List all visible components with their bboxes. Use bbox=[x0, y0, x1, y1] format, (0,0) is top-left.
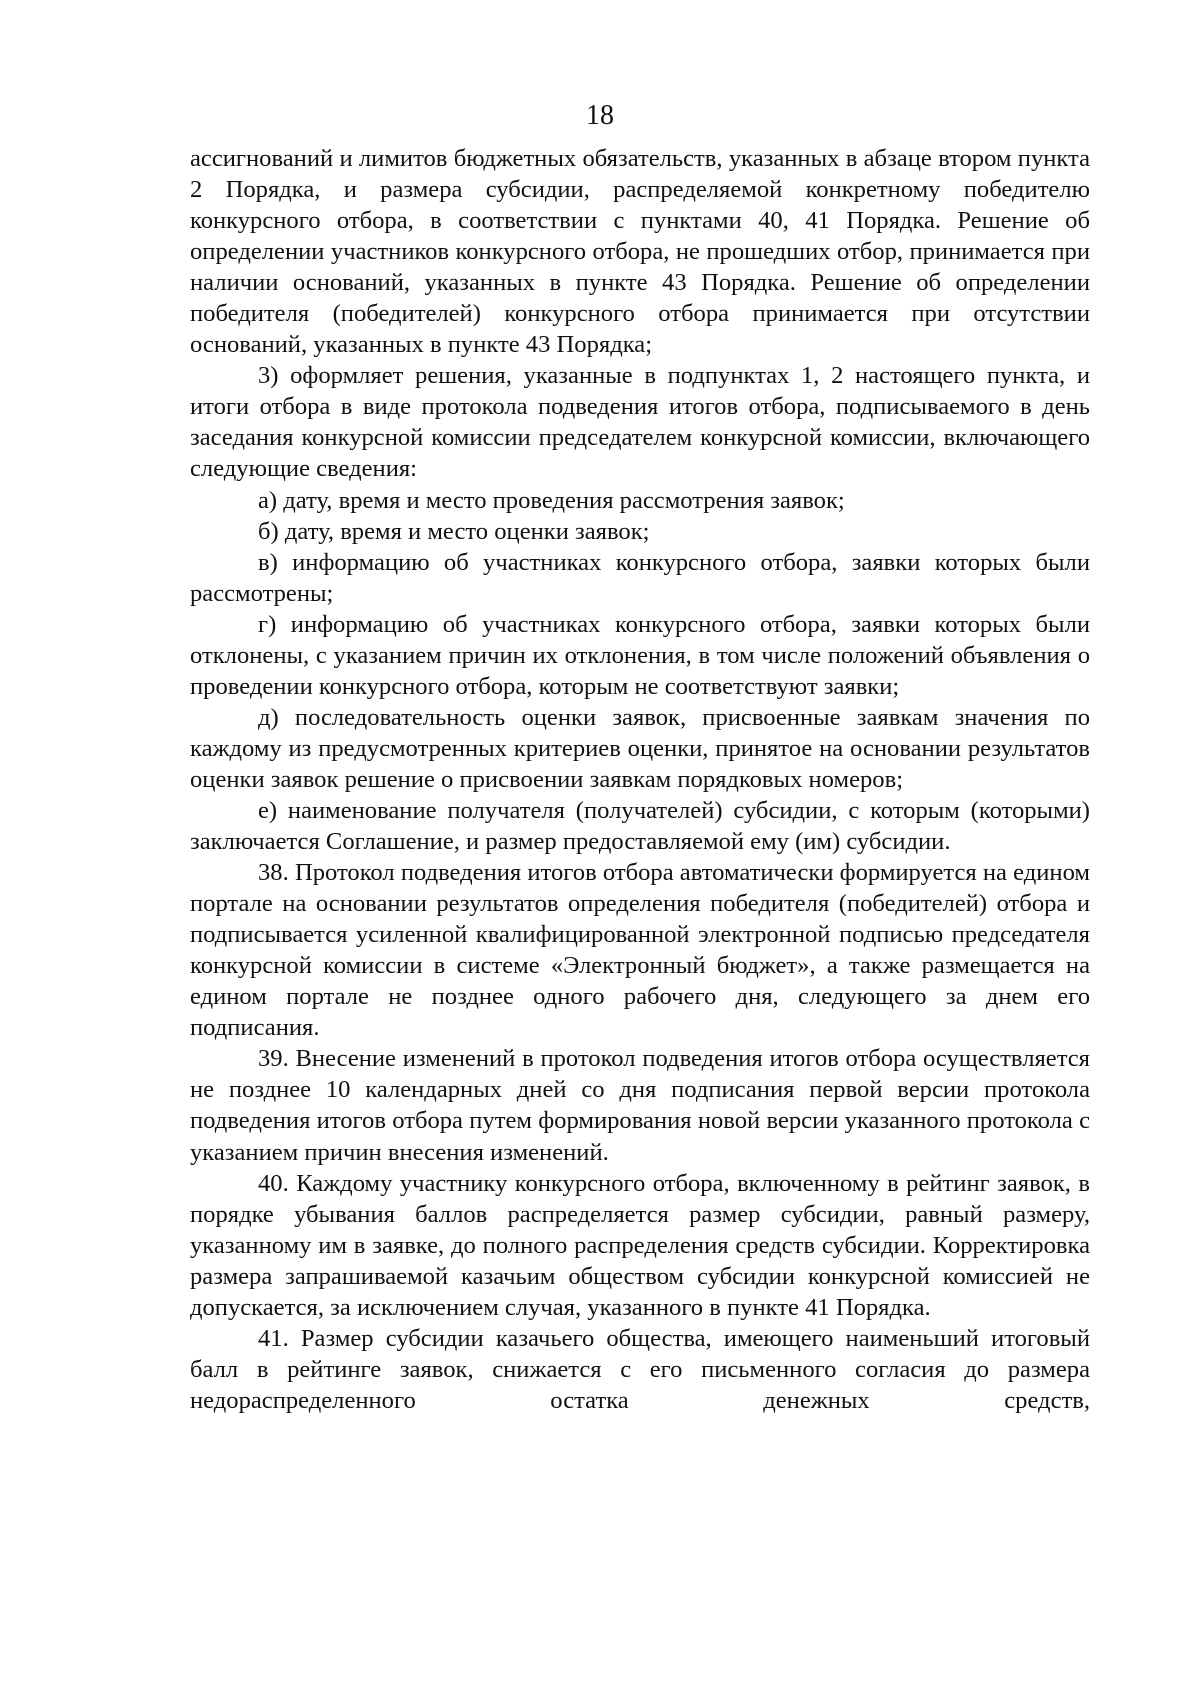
paragraph-subitem-b: б) дату, время и место оценки заявок; bbox=[258, 517, 650, 545]
paragraph-subitem-g: г) информацию об участниках конкурсного отбора, заявки которых были отклонены, с указанием причин их отклонения, в том числе положений объявления о проведении конкурсного отбора, которым не соответствуют заявки; bbox=[190, 610, 1090, 700]
page-number: 18 bbox=[586, 100, 614, 131]
paragraph-38: 38. Протокол подведения итогов отбора автоматически формируется на едином портале на основании результатов определения победителя (победителей) отбора и подписывается усиленной квалифицированной электронной подписью председателя конкурсной комиссии в системе «Электронный бюджет», а также размещается на едином портале не позднее одного рабочего дня, следующего за днем его подписания. bbox=[190, 859, 1090, 1042]
paragraph-subitem-v: в) информацию об участниках конкурсного отбора, заявки которых были рассмотрены; bbox=[190, 548, 1090, 607]
document-body bbox=[190, 143, 1090, 1416]
paragraph-39: 39. Внесение изменений в протокол подведения итогов отбора осуществляется не позднее 10 календарных дней со дня подписания первой версии протокола подведения итогов отбора путем формирования новой версии указанного протокола с указанием причин внесения изменений. bbox=[190, 1045, 1090, 1166]
paragraph-continuation: ассигнований и лимитов бюджетных обязательств, указанных в абзаце втором пункта 2 Порядка, и размера субсидии, распределяемой конкретному победителю конкурсного отбора, в соответствии с пунктами 40, 41 Порядка. Решение об определении участников конкурсного отбора, не прошедших отбор, принимается при наличии оснований, указанных в пункте 43 Порядка. Решение об определении победителя (победителей) конкурсного отбора принимается при отсутствии оснований, указанных в пункте 43 Порядка; bbox=[190, 145, 1090, 359]
paragraph-40: 40. Каждому участнику конкурсного отбора, включенному в рейтинг заявок, в порядке убывания баллов распределяется размер субсидии, равный размеру, указанному им в заявке, до полного распределения средств субсидии. Корректировка размера запрашиваемой казачьим обществом субсидии конкурсной комиссией не допускается, за исключением случая, указанного в пункте 41 Порядка. bbox=[190, 1169, 1090, 1321]
paragraph-item-3: 3) оформляет решения, указанные в подпунктах 1, 2 настоящего пункта, и итоги отбора в виде протокола подведения итогов отбора, подписываемого в день заседания конкурсной комиссии председателем конкурсной комиссии, включающего следующие сведения: bbox=[190, 362, 1090, 483]
paragraph-subitem-e: е) наименование получателя (получателей) субсидии, с которым (которыми) заключается Соглашение, и размер предоставляемой ему (им) субсидии. bbox=[190, 796, 1090, 856]
paragraph-subitem-d: д) последовательность оценки заявок, присвоенные заявкам значения по каждому из предусмотренных критериев оценки, принятое на основании результатов оценки заявок решение о присвоении заявкам порядковых номеров; bbox=[190, 703, 1090, 793]
paragraph-41: 41. Размер субсидии казачьего общества, имеющего наименьший итоговый балл в рейтинге заявок, снижается с его письменного согласия до размера недораспределенного остатка денежных средств, bbox=[190, 1324, 1090, 1414]
paragraph-subitem-a: а) дату, время и место проведения рассмотрения заявок; bbox=[258, 486, 845, 514]
